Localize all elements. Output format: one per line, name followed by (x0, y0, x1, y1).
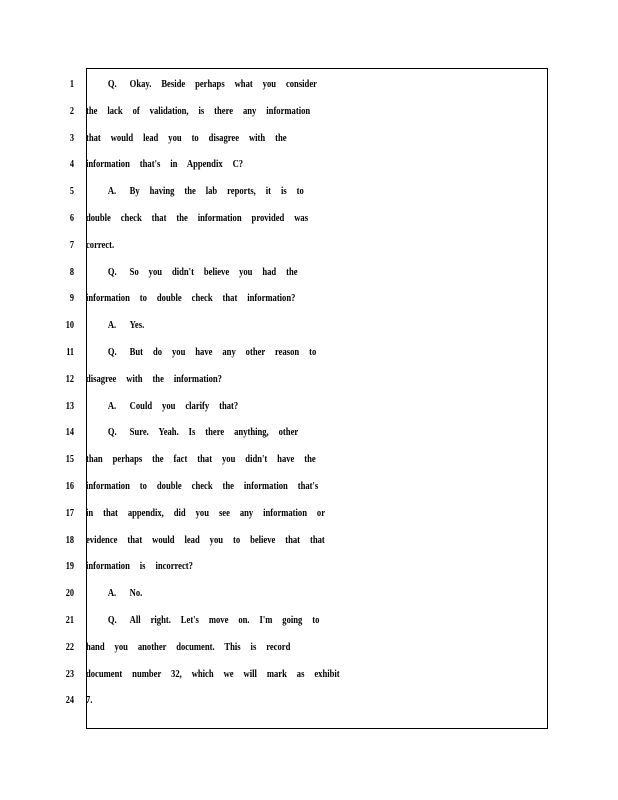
line-number: 9 (69, 292, 74, 305)
transcript-line (86, 285, 445, 312)
transcript-line (86, 419, 445, 446)
transcript-line (86, 393, 445, 420)
line-text: in that appendix, did you see any information or (86, 506, 326, 519)
line-text: information to double check the information that's (86, 479, 319, 492)
line-number: 11 (66, 345, 74, 358)
line-text: disagree with the information? (86, 372, 222, 385)
line-text: the lack of validation, is there any information (86, 104, 311, 117)
line-text: No. (129, 587, 143, 600)
line-number: 2 (69, 104, 74, 117)
speaker-label: Q. (107, 613, 117, 626)
line-number: 7 (69, 238, 74, 251)
transcript-line (86, 607, 445, 634)
line-number: 20 (65, 587, 74, 600)
line-number: 12 (65, 372, 74, 385)
line-number: 1 (69, 78, 74, 90)
line-text: But do you have any other reason to (129, 345, 317, 358)
line-text: information is incorrect? (86, 560, 193, 573)
speaker-label: Q. (107, 78, 117, 90)
line-text: hand you another document. This is record (86, 640, 291, 653)
line-number-column (44, 71, 74, 714)
transcript-body (86, 71, 546, 714)
transcript-line (86, 687, 445, 714)
line-text: All right. Let's move on. I'm going to (129, 613, 320, 626)
line-number: 15 (65, 453, 74, 466)
line-text: Yes. (129, 319, 145, 332)
line-number: 21 (65, 613, 74, 626)
transcript-line (86, 661, 445, 688)
transcript-line (86, 178, 445, 205)
line-number: 24 (65, 694, 74, 707)
transcript-line (86, 634, 445, 661)
transcript-line (86, 446, 445, 473)
speaker-label: Q. (107, 345, 117, 358)
line-number: 16 (65, 479, 74, 492)
speaker-label: A. (107, 319, 117, 332)
line-text: than perhaps the fact that you didn't have the (86, 453, 316, 466)
speaker-label: A. (107, 399, 117, 412)
line-text: By having the lab reports, it is to (129, 185, 304, 198)
line-text: Could you clarify that? (129, 399, 239, 412)
line-number: 5 (69, 185, 74, 198)
line-text: information to double check that information? (86, 292, 296, 305)
line-text: document number 32, which we will mark as exhibit (86, 667, 340, 680)
transcript-line (86, 71, 445, 98)
line-text: Sure. Yeah. Is there anything, other (129, 426, 299, 439)
line-number: 8 (69, 265, 74, 278)
transcript-line (86, 553, 445, 580)
speaker-label: A. (107, 587, 117, 600)
transcript-line (86, 500, 445, 527)
transcript-line (86, 527, 445, 554)
transcript-line (86, 339, 445, 366)
transcript-line (86, 312, 445, 339)
line-number: 4 (69, 158, 74, 171)
line-text: 7. (86, 694, 93, 707)
line-number: 6 (69, 211, 74, 224)
line-text: that would lead you to disagree with the (86, 131, 287, 144)
transcript-line (86, 205, 445, 232)
line-text: double check that the information provided was (86, 211, 309, 224)
line-number: 10 (65, 319, 74, 332)
speaker-label: Q. (107, 426, 117, 439)
line-number: 23 (65, 667, 74, 680)
transcript-line (86, 125, 445, 152)
transcript-line (86, 580, 445, 607)
line-text: evidence that would lead you to believe that that (86, 533, 325, 546)
line-number: 13 (65, 399, 74, 412)
line-number: 22 (65, 640, 74, 653)
line-number: 3 (69, 131, 74, 144)
speaker-label: A. (107, 185, 117, 198)
line-number: 19 (65, 560, 74, 573)
transcript-line (86, 473, 445, 500)
line-number: 17 (65, 506, 74, 519)
transcript-line (86, 259, 445, 286)
line-text: Okay. Beside perhaps what you consider (129, 78, 317, 90)
transcript-line (86, 98, 445, 125)
line-text: information that's in Appendix C? (86, 158, 244, 171)
speaker-label: Q. (107, 265, 117, 278)
transcript-line (86, 232, 445, 259)
line-number: 14 (65, 426, 74, 439)
transcript-line (86, 366, 445, 393)
line-number: 18 (65, 533, 74, 546)
line-text: correct. (86, 238, 115, 251)
transcript-line (86, 151, 445, 178)
line-text: So you didn't believe you had the (129, 265, 298, 278)
